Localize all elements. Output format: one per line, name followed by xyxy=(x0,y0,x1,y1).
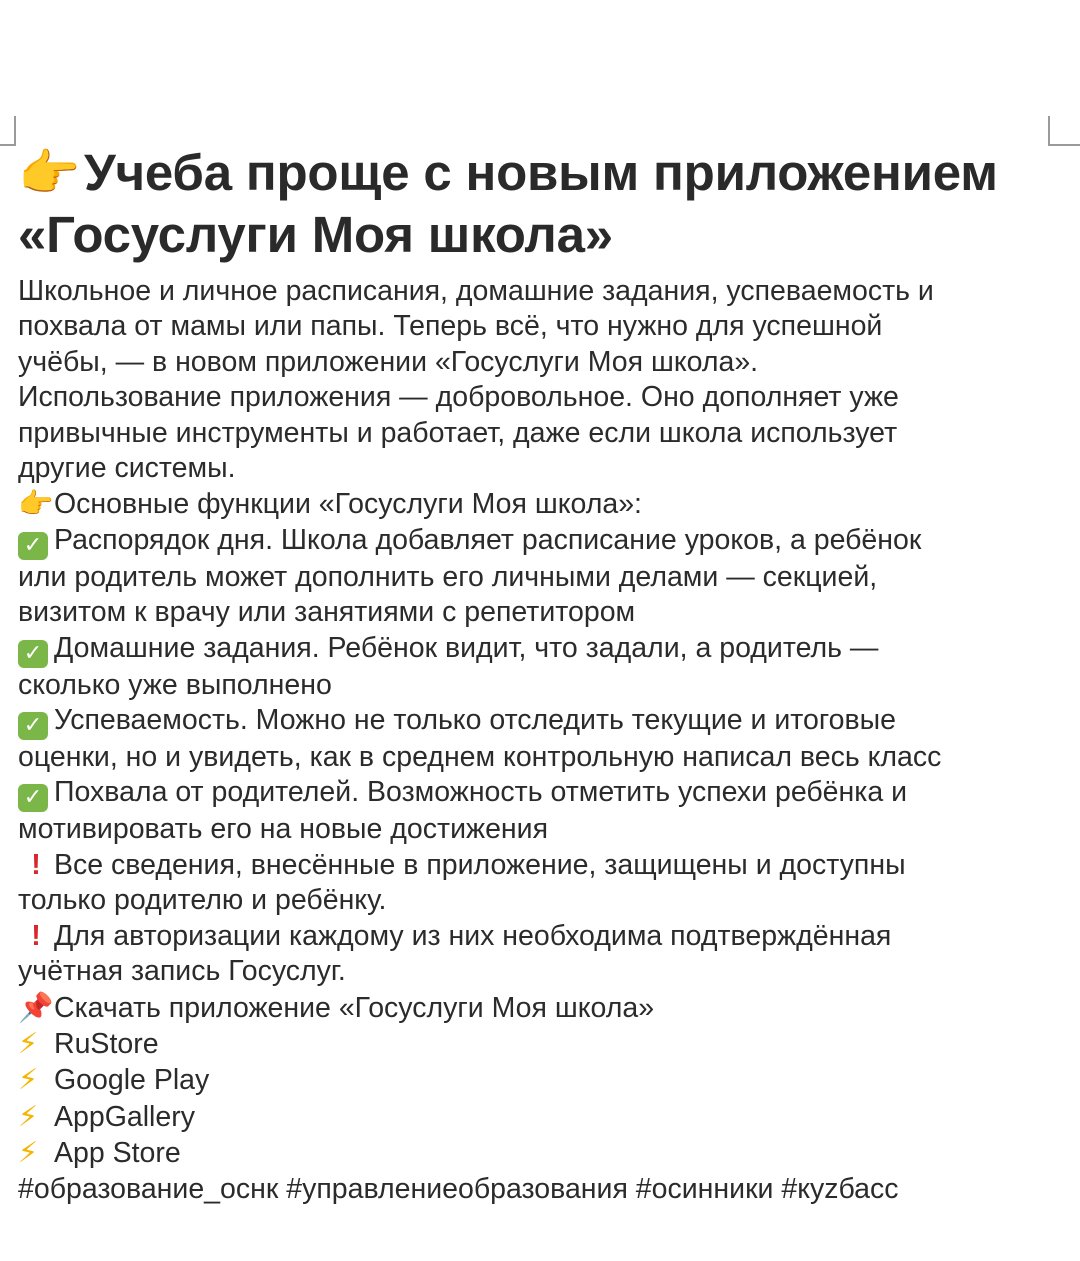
check-mark-icon: ✓ xyxy=(18,712,48,740)
store-name: AppGallery xyxy=(54,1100,195,1133)
title-line-2: «Госуслуги Моя школа» xyxy=(18,206,613,263)
feature-line: или родитель может дополнить его личными делами — секцией, xyxy=(18,560,878,593)
lightning-icon: ⚡ xyxy=(18,1136,39,1170)
lightning-icon: ⚡ xyxy=(18,1026,39,1060)
feature-line: визитом к врачу или занятиями с репетитором xyxy=(18,596,636,629)
feature-line: оценки, но и увидеть, как в среднем контрольную написал весь класс xyxy=(18,741,942,774)
store-link-app-store[interactable] xyxy=(18,1135,1068,1171)
store-link-google-play[interactable] xyxy=(18,1062,1068,1098)
feature-text: Домашние задания. Ребёнок видит, что задали, а родитель — xyxy=(54,631,879,664)
feature-text: Распорядок дня. Школа добавляет расписание уроков, а ребёнок xyxy=(54,523,922,556)
download-heading xyxy=(18,990,1068,1026)
title-line-1 xyxy=(18,142,1068,204)
check-mark-icon: ✓ xyxy=(18,784,48,812)
pushpin-icon: 📌 xyxy=(18,990,54,1024)
intro-line: Использование приложения — добровольное. Оно дополняет уже xyxy=(18,381,899,414)
note-line: только родителю и ребёнку. xyxy=(18,884,387,917)
post-title xyxy=(18,142,1068,266)
feature-line: сколько уже выполнено xyxy=(18,668,332,701)
feature-line xyxy=(18,523,1068,560)
pointing-hand-icon: 👉 xyxy=(18,144,81,202)
functions-heading xyxy=(18,486,1068,522)
note-line xyxy=(18,848,1068,883)
note-text: Все сведения, внесённые в приложение, защищены и доступны xyxy=(54,848,906,881)
store-link-appgallery[interactable] xyxy=(18,1099,1068,1135)
feature-line xyxy=(18,775,1068,812)
check-mark-icon: ✓ xyxy=(18,532,48,560)
feature-text: Похвала от родителей. Возможность отметить успехи ребёнка и xyxy=(54,776,908,809)
check-mark-icon: ✓ xyxy=(18,640,48,668)
feature-line: мотивировать его на новые достижения xyxy=(18,813,549,846)
title-text-1: Учеба проще с новым приложением xyxy=(84,144,998,201)
intro-line: другие системы. xyxy=(18,452,236,485)
exclamation-icon: ! xyxy=(31,919,41,952)
feature-line xyxy=(18,631,1068,668)
note-text: Для авторизации каждому из них необходима подтверждённая xyxy=(54,919,892,952)
feature-text: Успеваемость. Можно не только отследить текущие и итоговые xyxy=(54,704,896,737)
page-corner-mark-left xyxy=(0,116,16,146)
store-name: App Store xyxy=(54,1137,181,1170)
intro-line: учёбы, — в новом приложении «Госуслуги Моя школа». xyxy=(18,345,759,378)
store-link-rustore[interactable] xyxy=(18,1026,1068,1062)
feature-line xyxy=(18,703,1068,740)
intro-line: похвала от мамы или папы. Теперь всё, что нужно для успешной xyxy=(18,310,883,343)
intro-line: привычные инструменты и работает, даже если школа использует xyxy=(18,416,898,449)
note-line xyxy=(18,919,1068,954)
store-name: Google Play xyxy=(54,1064,210,1097)
lightning-icon: ⚡ xyxy=(18,1063,39,1097)
functions-heading-text: Основные функции «Госуслуги Моя школа»: xyxy=(54,488,642,521)
note-line: учётная запись Госуслуг. xyxy=(18,955,346,988)
lightning-icon: ⚡ xyxy=(18,1099,39,1133)
pointing-hand-icon: 👉 xyxy=(18,487,54,521)
post-content xyxy=(18,142,1068,1207)
store-name: RuStore xyxy=(54,1027,159,1060)
hashtags[interactable]: #образование_оснк #управлениеобразования #осинники #куzбасс xyxy=(18,1172,899,1205)
download-heading-text: Скачать приложение «Госуслуги Моя школа» xyxy=(54,991,655,1024)
exclamation-icon: ! xyxy=(31,848,41,881)
intro-line: Школьное и личное расписания, домашние задания, успеваемость и xyxy=(18,275,934,307)
